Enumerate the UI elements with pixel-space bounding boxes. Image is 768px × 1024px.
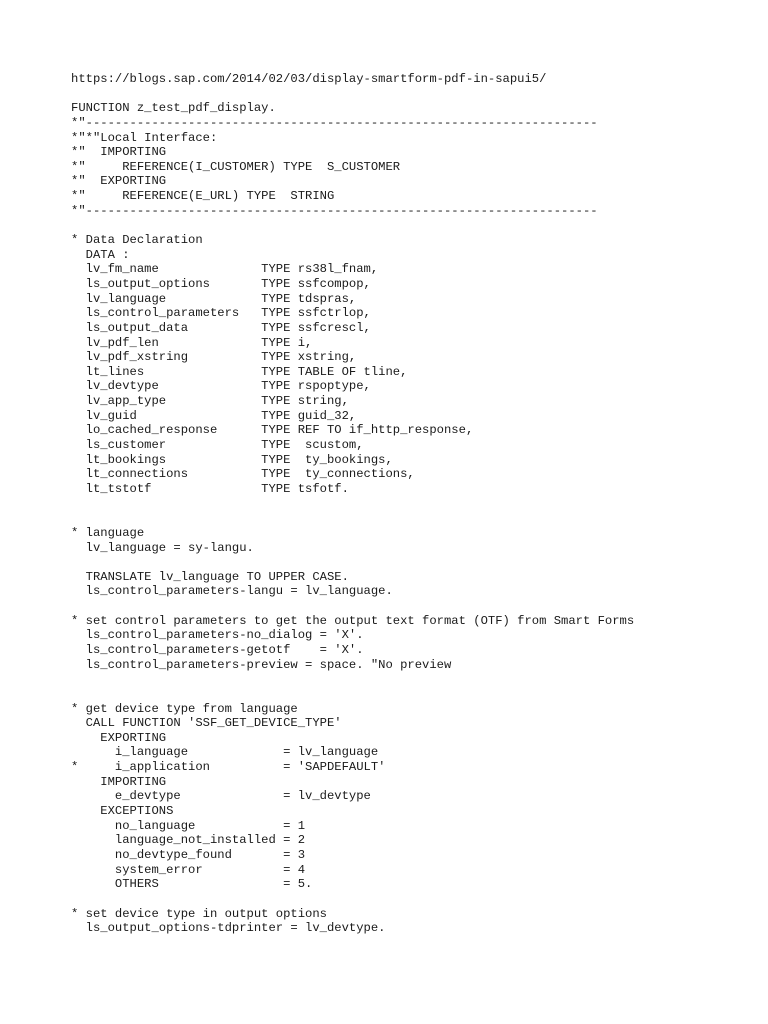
code-line: https://blogs.sap.com/2014/02/03/display-smartform-pdf-in-sapui5/ <box>71 72 547 86</box>
code-line: *"*"Local Interface: <box>71 130 218 145</box>
code-line <box>71 218 634 233</box>
code-line: ls_output_options TYPE ssfcompop, <box>71 276 371 291</box>
code-line: lt_lines TYPE TABLE OF tline, <box>71 364 408 379</box>
code-line: system_error = 4 <box>71 862 306 877</box>
code-line: ls_output_data TYPE ssfcrescl, <box>71 320 371 335</box>
code-line: ls_control_parameters-preview = space. "No preview <box>71 657 452 672</box>
code-line: *" IMPORTING <box>71 145 167 160</box>
code-line: language_not_installed = 2 <box>71 833 306 848</box>
code-line <box>71 599 634 614</box>
code-line: lv_pdf_xstring TYPE xstring, <box>71 350 357 365</box>
code-line <box>71 87 634 102</box>
code-line: ls_control_parameters-no_dialog = 'X'. <box>71 628 364 643</box>
code-line: *"---------------------------------------------------------------------- <box>71 115 598 130</box>
code-line: ls_control_parameters-getotf = 'X'. <box>71 642 364 657</box>
code-line <box>71 497 634 512</box>
code-line: lv_devtype TYPE rspoptype, <box>71 379 371 394</box>
code-line: lv_language TYPE tdspras, <box>71 291 357 306</box>
code-line: FUNCTION z_test_pdf_display. <box>71 101 276 116</box>
code-line: *" EXPORTING <box>71 174 167 189</box>
code-line: lv_pdf_len TYPE i, <box>71 335 313 350</box>
code-line: *" REFERENCE(E_URL) TYPE STRING <box>71 189 335 204</box>
code-line: IMPORTING <box>71 774 167 789</box>
code-line <box>71 555 634 570</box>
code-line: lv_fm_name TYPE rs38l_fnam, <box>71 262 379 277</box>
code-line <box>71 687 634 702</box>
code-line: EXPORTING <box>71 730 167 745</box>
code-line: * get device type from language <box>71 701 298 716</box>
code-line: no_devtype_found = 3 <box>71 847 306 862</box>
code-line <box>71 672 634 687</box>
code-line: lv_guid TYPE guid_32, <box>71 408 357 423</box>
code-line: lt_tstotf TYPE tsfotf. <box>71 481 349 496</box>
code-line <box>71 511 634 526</box>
code-line: e_devtype = lv_devtype <box>71 789 371 804</box>
code-line: * i_application = 'SAPDEFAULT' <box>71 760 386 775</box>
code-line: * set device type in output options <box>71 906 327 921</box>
code-line: no_language = 1 <box>71 818 306 833</box>
code-line: ls_customer TYPE scustom, <box>71 438 364 453</box>
code-line <box>71 892 634 907</box>
code-line: TRANSLATE lv_language TO UPPER CASE. <box>71 569 349 584</box>
code-line: ls_control_parameters-langu = lv_language. <box>71 584 393 599</box>
code-line: DATA : <box>71 247 130 262</box>
code-line: ls_output_options-tdprinter = lv_devtype. <box>71 921 386 936</box>
code-line: EXCEPTIONS <box>71 804 174 819</box>
code-line: *" REFERENCE(I_CUSTOMER) TYPE S_CUSTOMER <box>71 159 401 174</box>
code-line: * Data Declaration <box>71 233 203 248</box>
code-line: * language <box>71 525 145 540</box>
code-line: OTHERS = 5. <box>71 877 313 892</box>
code-line: *"---------------------------------------------------------------------- <box>71 203 598 218</box>
code-line: ls_control_parameters TYPE ssfctrlop, <box>71 306 371 321</box>
code-listing <box>71 72 634 936</box>
code-line: lt_bookings TYPE ty_bookings, <box>71 452 393 467</box>
code-line: CALL FUNCTION 'SSF_GET_DEVICE_TYPE' <box>71 716 342 731</box>
code-line: lv_language = sy-langu. <box>71 540 254 555</box>
code-line: lo_cached_response TYPE REF TO if_http_response, <box>71 423 474 438</box>
code-line: lt_connections TYPE ty_connections, <box>71 467 415 482</box>
code-line: i_language = lv_language <box>71 745 379 760</box>
code-line: lv_app_type TYPE string, <box>71 394 349 409</box>
code-line: * set control parameters to get the output text format (OTF) from Smart Forms <box>71 613 635 628</box>
